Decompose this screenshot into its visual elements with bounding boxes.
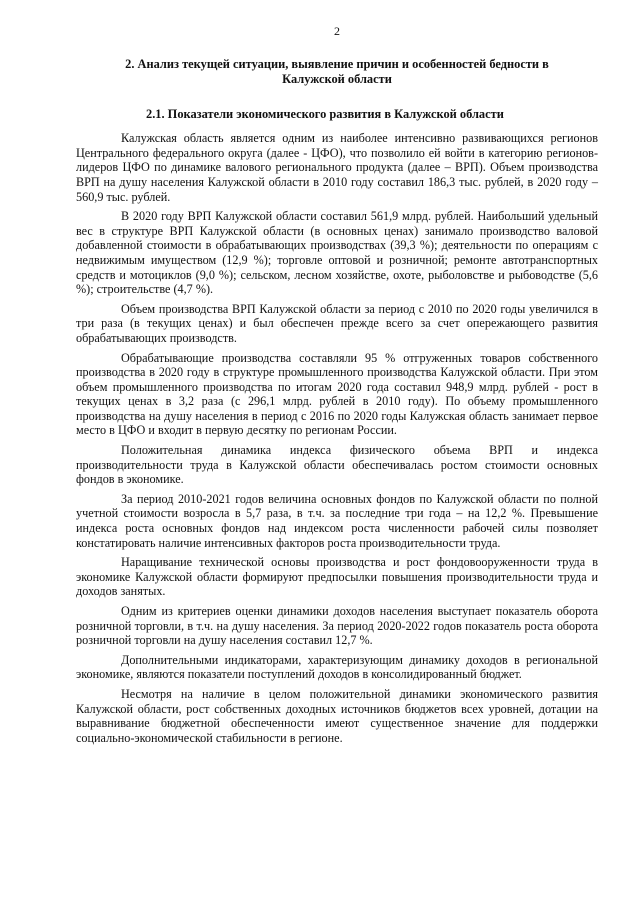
paragraph-4: Обрабатывающие производства составляли 95 % отгруженных товаров собственного производства в 2020 году в структуре промышленного производства Калужской области. При этом объем промышленного производства по итогам 2020 года составил 948,9 млрд. рублей - рост в текущих ценах в 3,2 раза (с 296,1 млрд. рублей в 2010 году). По объему промышленного производства на душу населения в период с 2016 по 2020 годы Калужская область занимает первое место в ЦФО и входит в первую десятку по регионам России. (76, 350, 598, 438)
paragraph-9: Дополнительными индикаторами, характеризующим динамику доходов в региональной экономике, являются показатели поступлений доходов в консолидированный бюджет. (76, 652, 598, 682)
paragraph-10: Несмотря на наличие в целом положительной динамики экономического развития Калужской области, рост собственных доходных источников бюджетов всех уровней, дотации на выравнивание бюджетной обеспеченности имеют существенное значение для поддержки социально-экономической стабильности в регионе. (76, 686, 598, 745)
paragraph-7: Наращивание технической основы производства и рост фондовооруженности труда в экономике Калужской области формируют предпосылки повышения производительности труда и доходов занятых. (76, 555, 598, 599)
paragraph-8: Одним из критериев оценки динамики доходов населения выступает показатель оборота розничной торговли, в т.ч. на душу населения. За период 2020-2022 годов показатель роста оборота розничной торговли на душу населения составил 12,7 %. (76, 604, 598, 648)
paragraph-3: Объем производства ВРП Калужской области за период с 2010 по 2020 годы увеличился в три раза (в текущих ценах) и был обеспечен прежде всего за счет опережающего развития обрабатывающих производств. (76, 301, 598, 345)
subsection-title: 2.1. Показатели экономического развития в Калужской области (146, 106, 504, 121)
paragraph-6: За период 2010-2021 годов величина основных фондов по Калужской области по полной учетной стоимости возросла в 5,7 раза, в т.ч. за последние три года – на 12,2 %. Превышение индекса роста основных фондов над индексом роста численности рабочей силы позволяет констатировать наличие интенсивных факторов роста производительности труда. (76, 491, 598, 550)
paragraph-1: Калужская область является одним из наиболее интенсивно развивающихся регионов Центрального федерального округа (далее - ЦФО), что позволило ей войти в категорию регионов-лидеров ЦФО по динамике валового регионального продукта (далее – ВРП). Объем производства ВРП на душу населения Калужской области в 2010 году составил 186,3 тыс. рублей, в 2020 году – 560,9 тыс. рублей. (76, 131, 598, 204)
paragraph-2: В 2020 году ВРП Калужской области составил 561,9 млрд. рублей. Наибольший удельный вес в структуре ВРП Калужской области (в основных ценах) занимало производство валовой добавленной стоимости в обрабатывающих производствах (39,3 %); деятельности по операциям с недвижимым имуществом (12,9 %); торговле оптовой и розничной; ремонте автотранспортных средств и мотоциклов (9,0 %); сельском, лесном хозяйстве, охоте, рыболовстве и рыбоводстве (5,6 %); строительстве (4,7 %). (76, 209, 598, 297)
page-number: 2 (334, 24, 340, 38)
paragraph-5: Положительная динамика индекса физического объема ВРП и индекса производительности труда в Калужской области обеспечивалась ростом стоимости основных фондов в экономике. (76, 443, 598, 487)
section-title: 2. Анализ текущей ситуации, выявление причин и особенностей бедности в Калужской области (125, 56, 549, 86)
